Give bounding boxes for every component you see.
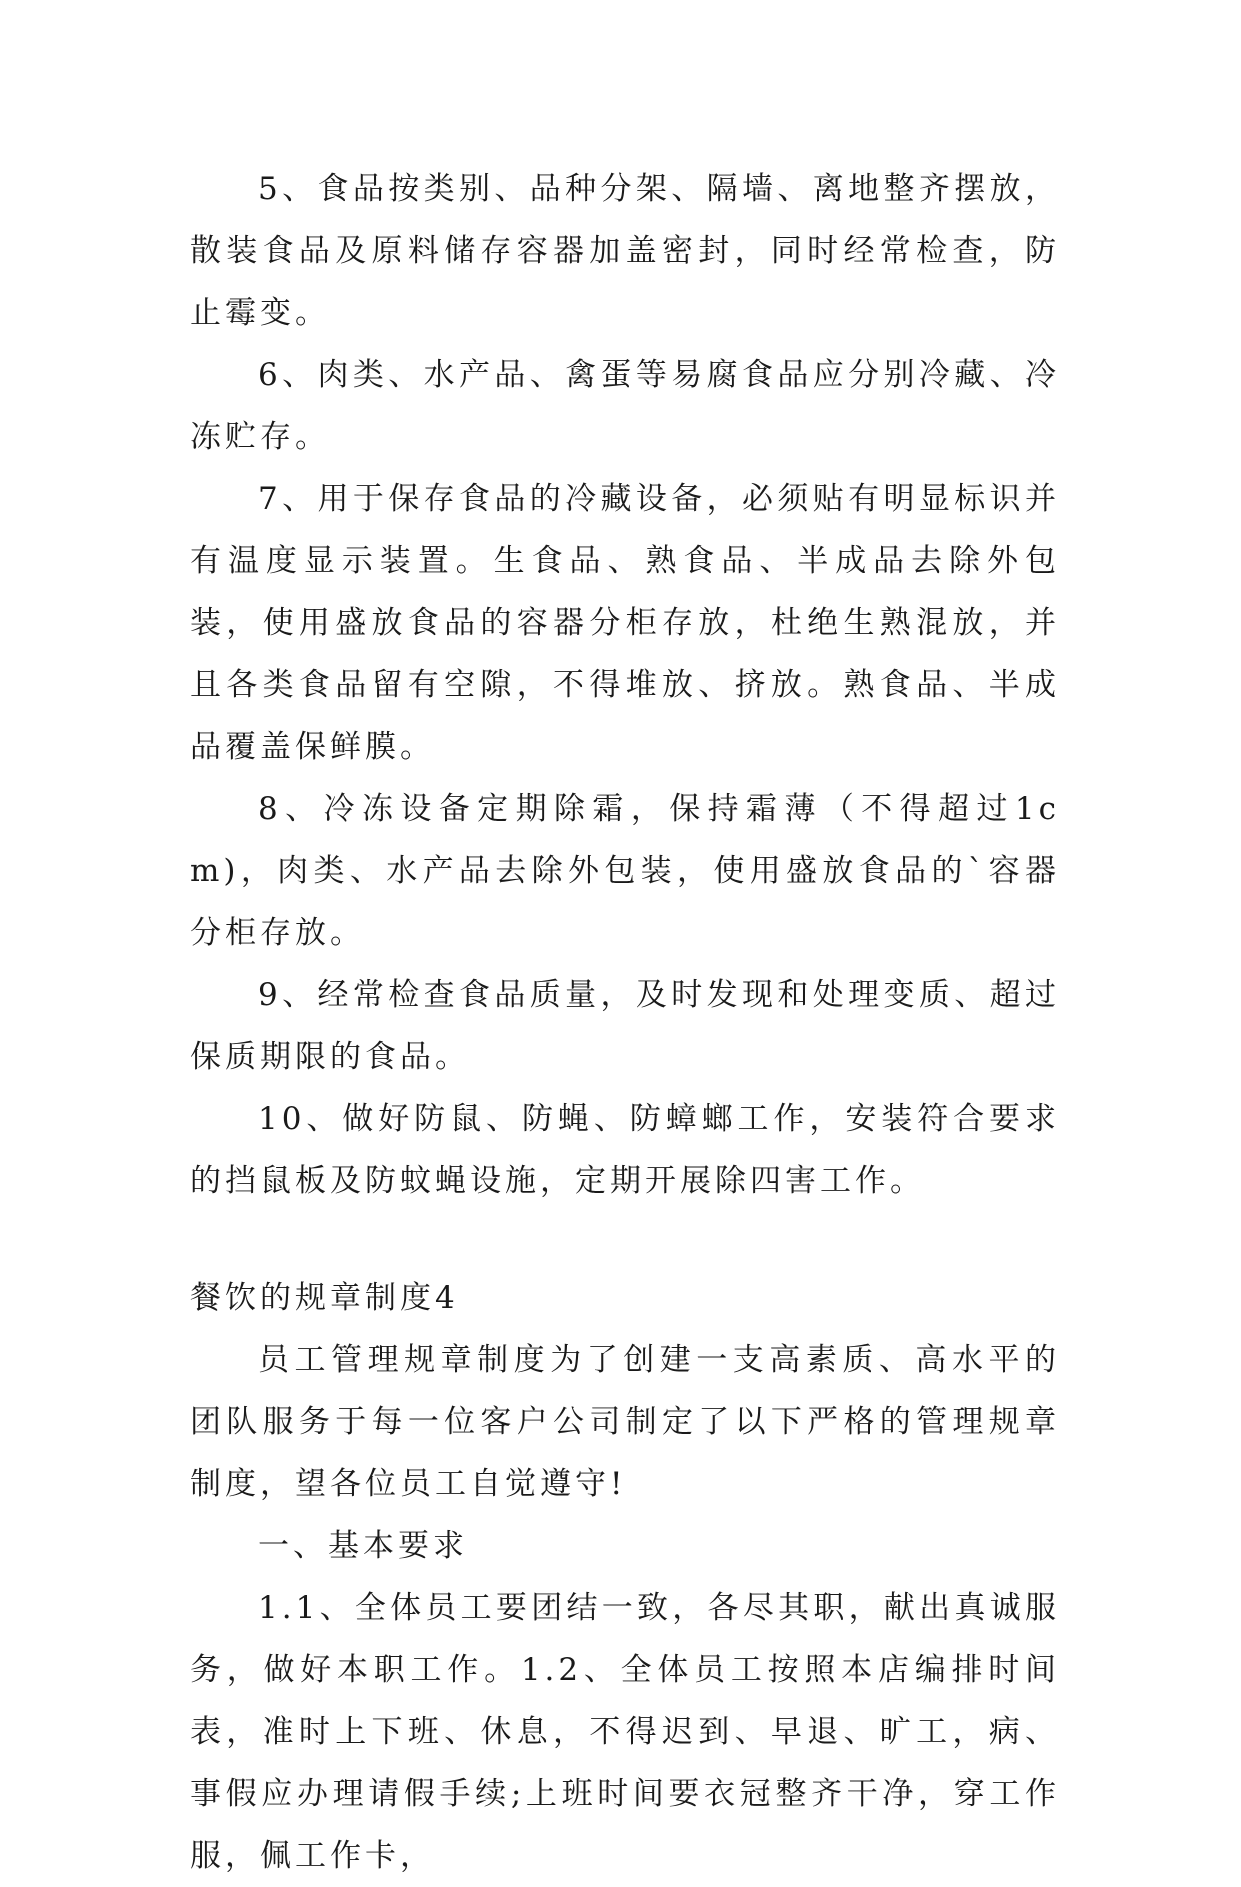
paragraph-item-7: 7、用于保存食品的冷藏设备，必须贴有明显标识并有温度显示装置。生食品、熟食品、半成品去除外包装，使用盛放食品的容器分柜存放，杜绝生熟混放，并且各类食品留有空隙，不得堆放、挤放。熟食品、半成品覆盖保鲜膜。	[190, 481, 1060, 765]
paragraph-item-9: 9、经常检查食品质量，及时发现和处理变质、超过保质期限的食品。	[190, 977, 1060, 1075]
rules-paragraph: 1.1、全体员工要团结一致，各尽其职，献出真诚服务，做好本职工作。1.2、全体员工按照本店编排时间表，准时上下班、休息，不得迟到、早退、旷工，病、事假应办理请假手续;上班时间要衣冠整齐干净，穿工作服，佩工作卡，	[190, 1590, 1060, 1874]
intro-paragraph: 员工管理规章制度为了创建一支高素质、高水平的团队服务于每一位客户公司制定了以下严格的管理规章制度，望各位员工自觉遵守!	[190, 1342, 1060, 1502]
section-heading: 餐饮的规章制度4	[190, 1280, 459, 1316]
paragraph-item-5: 5、食品按类别、品种分架、隔墙、离地整齐摆放，散装食品及原料储存容器加盖密封，同时经常检查，防止霉变。	[190, 171, 1060, 331]
document-page	[190, 158, 1060, 1887]
subsection-title: 一、基本要求	[258, 1528, 468, 1564]
paragraph-item-6: 6、肉类、水产品、禽蛋等易腐食品应分别冷藏、冷冻贮存。	[190, 357, 1060, 455]
paragraph-item-8: 8、冷冻设备定期除霜，保持霜薄（不得超过1cm)，肉类、水产品去除外包装，使用盛放食品的`容器分柜存放。	[190, 791, 1060, 951]
paragraph-item-10: 10、做好防鼠、防蝇、防蟑螂工作，安装符合要求的挡鼠板及防蚊蝇设施，定期开展除四害工作。	[190, 1101, 1060, 1199]
